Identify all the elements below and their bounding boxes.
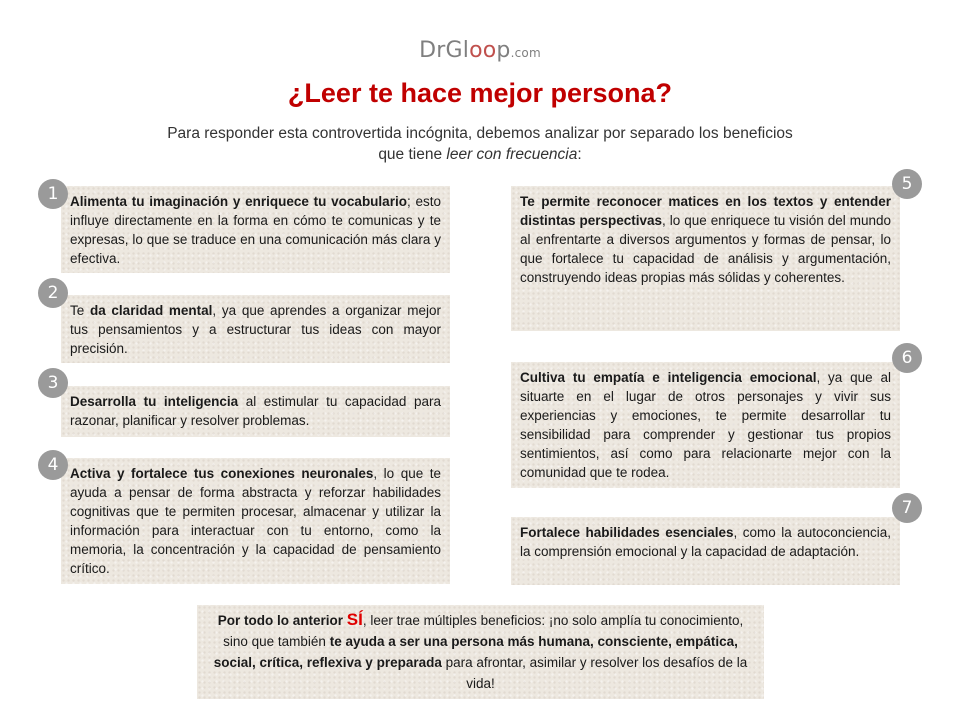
benefit-6-bold: Cultiva tu empatía e inteligencia emocional: [520, 370, 817, 385]
benefit-2-bold: da claridad mental: [89, 303, 213, 318]
benefit-7-bold: Fortalece habilidades esenciales: [520, 525, 734, 540]
number-badge-4: 4: [38, 450, 68, 480]
benefit-card-7: [511, 517, 900, 585]
benefit-card-2: [61, 295, 450, 363]
benefit-2-text: , ya que aprendes a organizar mejor tus pensamientos y a estructurar tus ideas con mayor precisión.: [70, 303, 441, 356]
benefit-card-6: [511, 362, 900, 488]
number-badge-3: 3: [38, 368, 68, 398]
intro-line-2-pre: que tiene: [378, 146, 447, 163]
number-badge-5: 5: [892, 169, 922, 199]
conclusion-bold-2: te ayuda a ser una persona más humana, consciente, empática, social, crítica, reflexiva y preparada: [213, 634, 738, 670]
benefit-3-bold: Desarrolla tu inteligencia: [70, 394, 239, 409]
benefit-card-4: [61, 458, 450, 584]
benefit-5-text: , lo que enriquece tu visión del mundo al enfrentarte a diversos argumentos y formas de pensar, lo que fortalece tu capacidad de análisis y argumentación, construyendo ideas propias más sólidas y coherentes.: [520, 213, 892, 285]
number-badge-2: 2: [38, 278, 68, 308]
benefit-card-3: [61, 386, 450, 437]
benefit-4-text: , lo que te ayuda a pensar de forma abstracta y reforzar habilidades cognitivas que te permiten procesar, almacenar y utilizar la información para interactuar con tu entorno, como la memoria, la concentración y la capacidad de pensamiento crítico.: [70, 466, 442, 576]
benefit-3-text: al estimular tu capacidad para razonar, planificar y resolver problemas.: [70, 394, 441, 428]
conclusion-box: [197, 605, 764, 699]
conclusion-text-1: , leer trae múltiples beneficios: ¡no solo amplía tu conocimiento, sino que también: [223, 613, 744, 649]
intro-line-1: Para responder esta controvertida incógnita, debemos analizar por separado los beneficios: [167, 125, 793, 142]
page-title: ¿Leer te hace mejor persona?: [287, 78, 673, 108]
conclusion-bold-1: Por todo lo anterior: [217, 613, 347, 628]
number-badge-6: 6: [892, 343, 922, 373]
benefit-1-bold: Alimenta tu imaginación y enriquece tu vocabulario: [70, 194, 407, 209]
benefit-2-pre: Te: [70, 303, 90, 318]
logo-tld: .com: [510, 46, 541, 60]
conclusion-text-2: para afrontar, asimilar y resolver los desafíos de la vida!: [441, 655, 748, 691]
benefit-card-1: [61, 186, 450, 273]
intro-emphasis: leer con frecuencia: [446, 146, 578, 163]
number-badge-1: 1: [38, 179, 68, 209]
site-logo: [0, 38, 960, 63]
benefit-7-text: , como la autoconciencia, la comprensión emocional y la capacidad de adaptación.: [520, 525, 891, 559]
benefit-5-bold: Te permite reconocer matices en los textos y entender distintas perspectivas: [520, 194, 891, 228]
logo-text-2: p: [496, 38, 511, 63]
benefit-card-5: [511, 186, 900, 331]
conclusion-si: SÍ: [346, 610, 363, 629]
benefit-1-text: ; esto influye directamente en la forma en cómo te comunicas y te expresas, lo que se traduce en una comunicación más clara y efectiva.: [70, 194, 441, 266]
benefit-6-text: , ya que al situarte en el lugar de otros personajes y vivir sus experiencias y emociones, te permite desarrollar tu sensibilidad para comprender y gestionar tus propios sentimientos, así como para relacionarte mejor con la comunidad que te rodea.: [520, 370, 891, 480]
benefit-4-bold: Activa y fortalece tus conexiones neuronales: [70, 466, 374, 481]
number-badge-7: 7: [892, 493, 922, 523]
logo-text-oo: oo: [469, 38, 497, 63]
logo-text-1: DrGl: [419, 38, 470, 63]
intro-paragraph: [80, 123, 880, 165]
intro-line-2-post: :: [577, 146, 582, 163]
